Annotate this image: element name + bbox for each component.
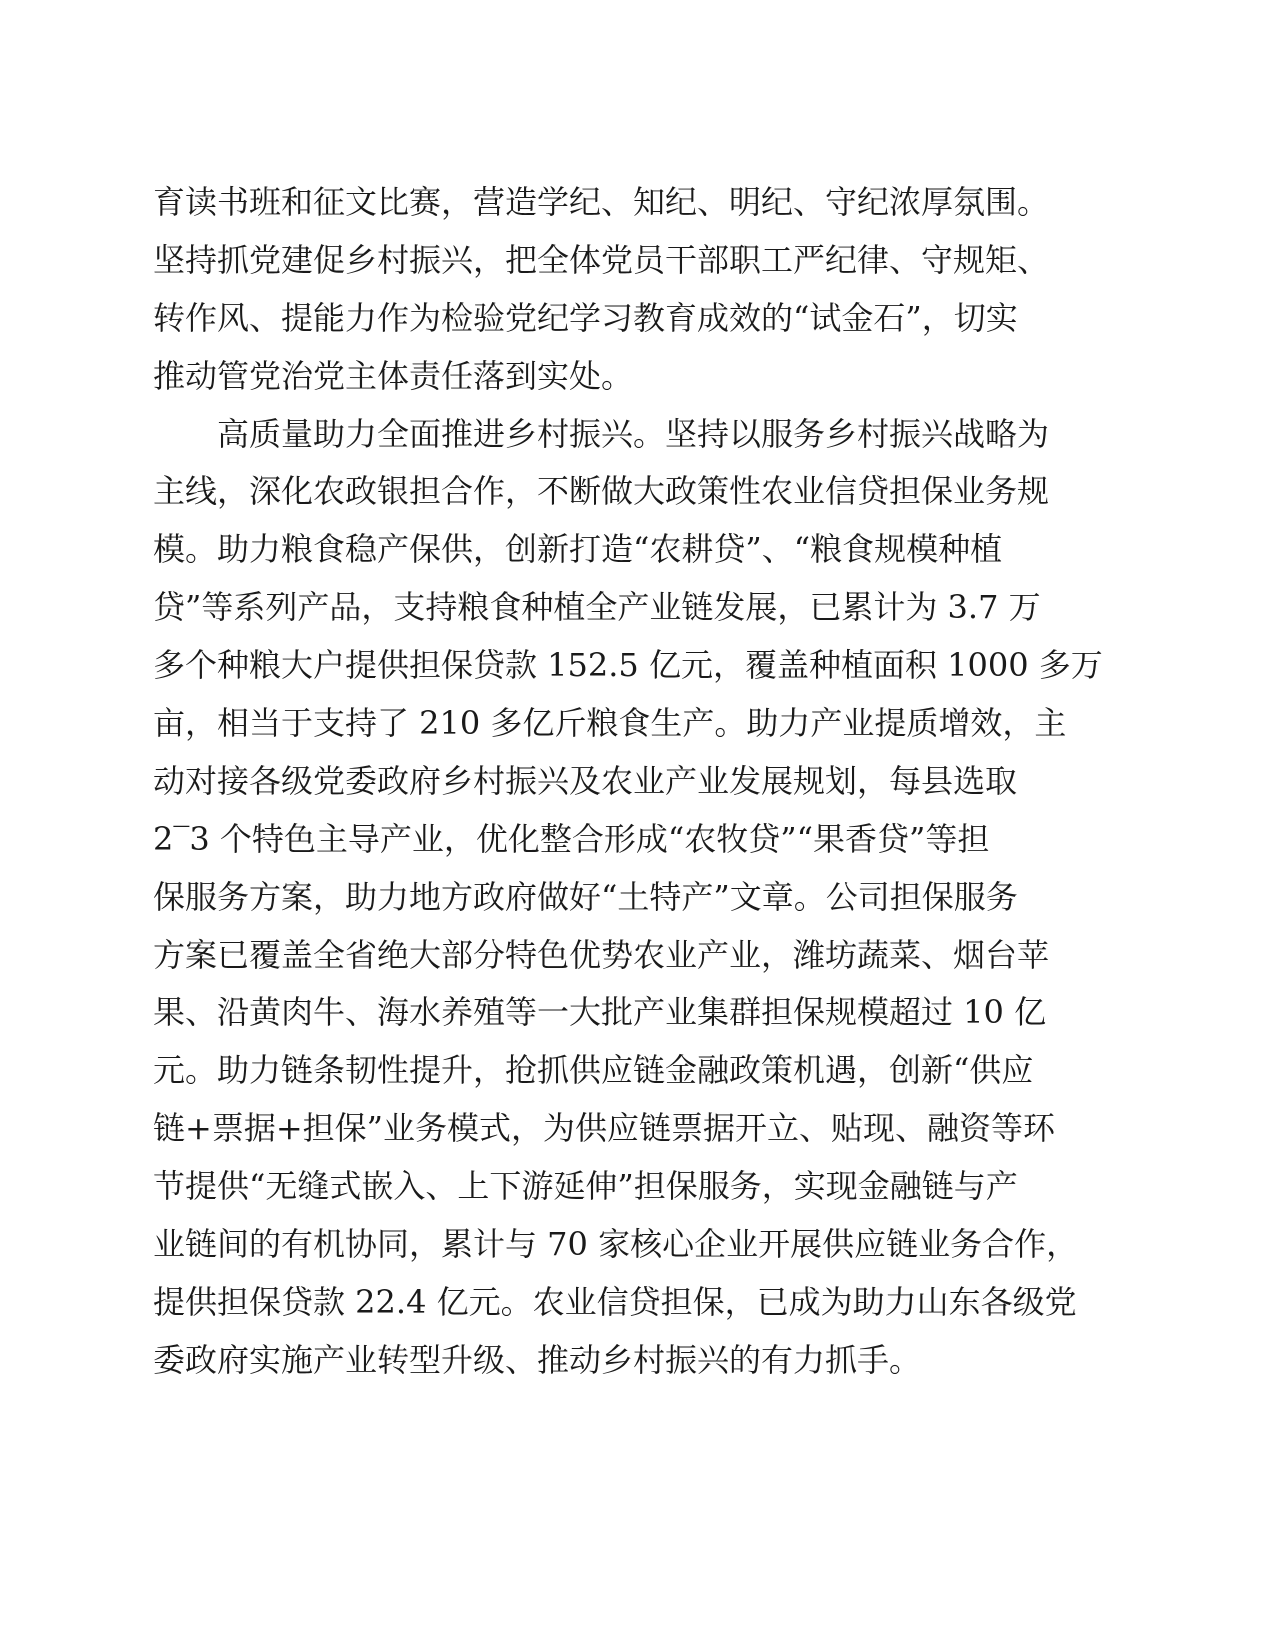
text-line: 2‾3 个特色主导产业，优化整合形成“农牧贷”“果香贷”等担 — [153, 819, 990, 858]
text-line: 模。助力粮食稳产保供，创新打造“农耕贷”、“粮食规模种植 — [153, 530, 1003, 569]
text-line: 保服务方案，助力地方政府做好“土特产”文章。公司担保服务 — [153, 877, 1018, 916]
text-line: 贷”等系列产品，支持粮食种植全产业链发展，已累计为 3.7 万 — [153, 588, 1041, 627]
text-line: 坚持抓党建促乡村振兴，把全体党员干部职工严纪律、守规矩、 — [153, 240, 1050, 279]
text-line: 方案已覆盖全省绝大部分特色优势农业产业，潍坊蔬菜、烟台苹 — [153, 935, 1050, 974]
body-text — [153, 174, 1103, 1390]
text-line: 果、沿黄肉牛、海水养殖等一大批产业集群担保规模超过 10 亿 — [153, 993, 1047, 1032]
text-line: 推动管党治党主体责任落到实处。 — [153, 356, 634, 395]
paragraph-heading-line: 高质量助力全面推进乡村振兴。坚持以服务乡村振兴战略为 — [217, 414, 1050, 453]
text-line: 委政府实施产业转型升级、推动乡村振兴的有力抓手。 — [153, 1340, 922, 1379]
text-line: 转作风、提能力作为检验党纪学习教育成效的“试金石”，切实 — [153, 298, 1018, 337]
text-line: 动对接各级党委政府乡村振兴及农业产业发展规划，每县选取 — [153, 761, 1018, 800]
text-line: 主线，深化农政银担合作，不断做大政策性农业信贷担保业务规 — [153, 472, 1050, 511]
text-line: 提供担保贷款 22.4 亿元。农业信贷担保，已成为助力山东各级党 — [153, 1282, 1077, 1321]
text-line: 多个种粮大户提供担保贷款 152.5 亿元，覆盖种植面积 1000 多万 — [153, 646, 1103, 685]
text-line: 亩，相当于支持了 210 多亿斤粮食生产。助力产业提质增效，主 — [153, 704, 1067, 743]
text-line: 育读书班和征文比赛，营造学纪、知纪、明纪、守纪浓厚氛围。 — [153, 183, 1050, 221]
text-line: 元。助力链条韧性提升，抢抓供应链金融政策机遇，创新“供应 — [153, 1051, 1034, 1090]
text-line: 节提供“无缝式嵌入、上下游延伸”担保服务，实现金融链与产 — [153, 1167, 1018, 1206]
text-line: 链+票据+担保”业务模式，为供应链票据开立、贴现、融资等环 — [153, 1109, 1055, 1148]
text-line: 业链间的有机协同，累计与 70 家核心企业开展供应链业务合作， — [153, 1225, 1079, 1264]
